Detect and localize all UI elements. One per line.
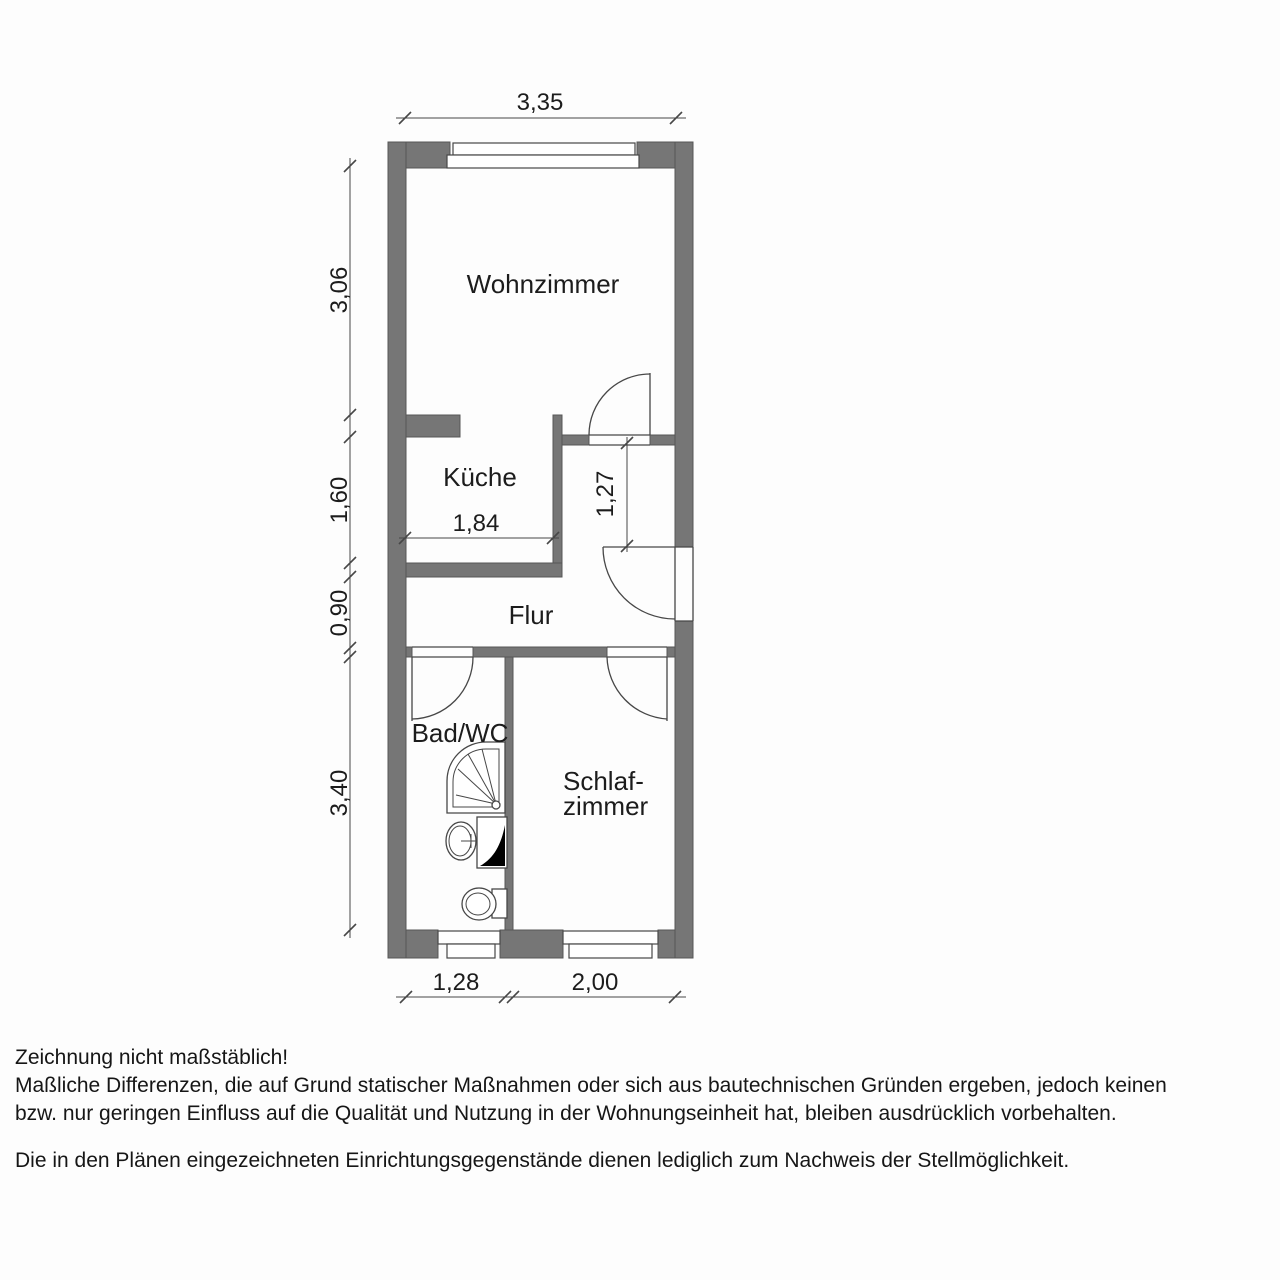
walls xyxy=(388,142,693,958)
wall-kitchen-bottom xyxy=(406,563,562,577)
room-label-schlafzimmer-2: zimmer xyxy=(563,791,649,821)
window-living-top xyxy=(447,143,639,168)
wall-stub-living-kitchen xyxy=(406,415,460,437)
washing-machine xyxy=(477,817,507,868)
dim-left-living-label: 3,06 xyxy=(326,266,353,314)
dim-entry-depth-label: 1,27 xyxy=(592,470,619,518)
dim-left-bedroom-label: 3,40 xyxy=(326,769,353,817)
window-bath-bottom xyxy=(438,931,500,958)
dimension-kitchen-width xyxy=(399,510,559,544)
wall-living-entry-1 xyxy=(562,435,589,445)
note-line-1: Zeichnung nicht maßstäblich! xyxy=(15,1046,289,1069)
toilet xyxy=(462,888,507,920)
wall-bottom-2 xyxy=(500,930,563,958)
door-living-room xyxy=(589,373,650,445)
dimension-entry-depth xyxy=(592,437,633,552)
wall-hall-bottom-2 xyxy=(473,647,607,657)
dim-bottom-bedroom-label: 2,00 xyxy=(571,969,619,996)
wall-bottom-3 xyxy=(658,930,675,958)
dimension-top xyxy=(396,89,686,124)
wall-right-lower xyxy=(675,621,693,958)
shower xyxy=(447,742,505,813)
wall-bottom-1 xyxy=(406,930,438,958)
room-label-wohnzimmer: Wohnzimmer xyxy=(466,269,620,299)
room-label-schlafzimmer-1: Schlaf- xyxy=(563,766,644,796)
wall-right-upper xyxy=(675,142,693,547)
room-label-bad-wc: Bad/WC xyxy=(411,718,509,748)
washbasin xyxy=(446,822,480,860)
door-bedroom xyxy=(607,647,667,721)
door-entrance xyxy=(603,547,693,621)
dim-left-hall-label: 0,90 xyxy=(326,589,353,637)
note-paragraph-2: Die in den Plänen eingezeichneten Einrichtungsgegenstände dienen lediglich zum Nachweis der Stellmöglichkeit. xyxy=(15,1149,1070,1172)
wall-kitchen-right xyxy=(553,415,562,577)
disclaimer-notes xyxy=(15,1044,1270,1175)
window-bedroom-bottom xyxy=(563,931,658,958)
wall-top-left xyxy=(406,142,450,168)
dim-kitchen-width-label: 1,84 xyxy=(452,510,500,537)
dim-top-label: 3,35 xyxy=(516,89,564,116)
wall-hall-bottom-1 xyxy=(406,647,412,657)
room-labels xyxy=(412,269,649,821)
wall-top-right xyxy=(637,142,675,168)
note-line-2: Maßliche Differenzen, die auf Grund statischer Maßnahmen oder sich aus bautechnischen Gründen ergeben, jedoch keinen xyxy=(15,1074,1167,1097)
room-label-kueche: Küche xyxy=(443,462,517,492)
note-line-3: bzw. nur geringen Einfluss auf die Qualität und Nutzung in der Wohnungseinheit hat, bleiben ausdrücklich vorbehalten. xyxy=(15,1102,1117,1125)
door-bath xyxy=(412,647,473,721)
dimension-left-chain xyxy=(326,158,356,938)
dimension-bottom xyxy=(396,969,686,1003)
dim-left-kitchen-label: 1,60 xyxy=(326,476,353,524)
wall-hall-bottom-3 xyxy=(667,647,675,657)
room-label-flur: Flur xyxy=(508,600,554,630)
dim-bottom-bath-label: 1,28 xyxy=(432,969,480,996)
wall-living-entry-2 xyxy=(650,435,675,445)
wall-left xyxy=(388,142,406,958)
